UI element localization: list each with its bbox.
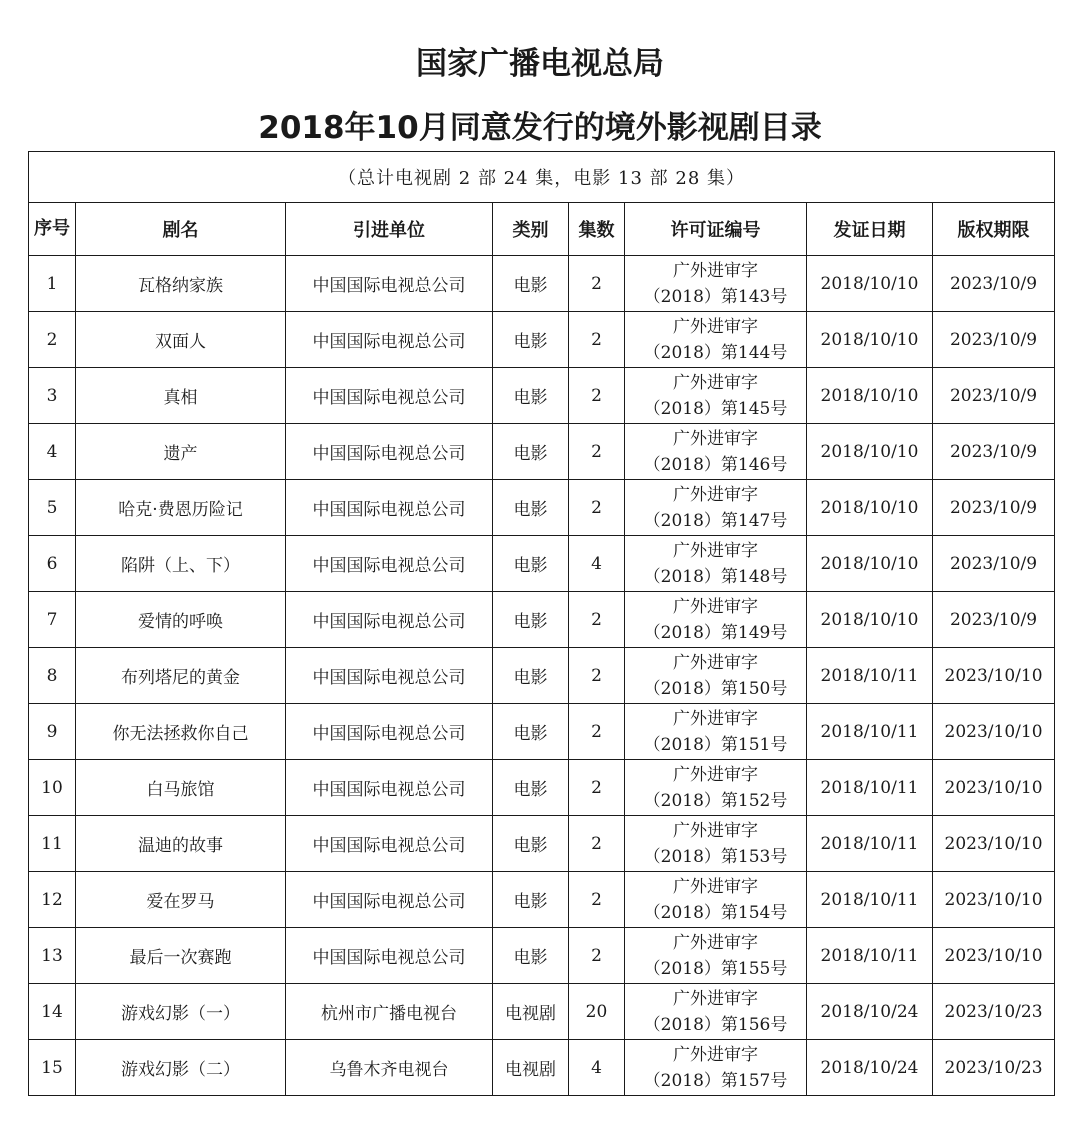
cell-category: 电影: [493, 704, 569, 760]
license-line1: 广外进审字: [673, 372, 758, 393]
cell-seq: 12: [29, 872, 76, 928]
cell-name: 真相: [76, 368, 286, 424]
header-copyright-term: 版权期限: [933, 203, 1055, 256]
table-row: [29, 256, 1055, 312]
cell-seq: 13: [29, 928, 76, 984]
cell-license: [625, 928, 807, 984]
table-row: [29, 312, 1055, 368]
cell-seq: 4: [29, 424, 76, 480]
table-body: [29, 256, 1055, 1096]
table-row: [29, 1040, 1055, 1096]
cell-name: 游戏幻影（二）: [76, 1040, 286, 1096]
cell-copyright-term: 2023/10/10: [933, 872, 1055, 928]
cell-copyright-term: 2023/10/9: [933, 592, 1055, 648]
cell-name: 瓦格纳家族: [76, 256, 286, 312]
table-row: [29, 872, 1055, 928]
table-row: [29, 760, 1055, 816]
license-line2: （2018）第147号: [643, 510, 788, 531]
cell-importer: 中国国际电视总公司: [286, 480, 493, 536]
cell-copyright-term: 2023/10/9: [933, 536, 1055, 592]
cell-category: 电影: [493, 816, 569, 872]
cell-seq: 11: [29, 816, 76, 872]
cell-license: [625, 592, 807, 648]
license-line1: 广外进审字: [673, 540, 758, 561]
cell-episodes: 2: [569, 816, 625, 872]
cell-importer: 中国国际电视总公司: [286, 760, 493, 816]
cell-license: [625, 984, 807, 1040]
cell-category: 电影: [493, 256, 569, 312]
license-line2: （2018）第156号: [643, 1014, 788, 1035]
header-episodes: 集数: [569, 203, 625, 256]
cell-episodes: 2: [569, 480, 625, 536]
license-line2: （2018）第155号: [643, 958, 788, 979]
cell-category: 电影: [493, 760, 569, 816]
cell-copyright-term: 2023/10/10: [933, 760, 1055, 816]
cell-episodes: 2: [569, 704, 625, 760]
cell-category: 电影: [493, 592, 569, 648]
license-line2: （2018）第148号: [643, 566, 788, 587]
cell-name: 你无法拯救你自己: [76, 704, 286, 760]
license-line1: 广外进审字: [673, 596, 758, 617]
cell-issue-date: 2018/10/10: [807, 256, 933, 312]
cell-license: [625, 480, 807, 536]
cell-name: 布列塔尼的黄金: [76, 648, 286, 704]
cell-seq: 1: [29, 256, 76, 312]
license-line1: 广外进审字: [673, 988, 758, 1009]
cell-importer: 中国国际电视总公司: [286, 312, 493, 368]
cell-importer: 中国国际电视总公司: [286, 816, 493, 872]
license-line1: 广外进审字: [673, 876, 758, 897]
table-row: [29, 592, 1055, 648]
cell-issue-date: 2018/10/10: [807, 592, 933, 648]
cell-license: [625, 312, 807, 368]
cell-importer: 中国国际电视总公司: [286, 928, 493, 984]
license-line2: （2018）第150号: [643, 678, 788, 699]
cell-episodes: 4: [569, 1040, 625, 1096]
cell-importer: 中国国际电视总公司: [286, 592, 493, 648]
cell-issue-date: 2018/10/11: [807, 704, 933, 760]
cell-category: 电影: [493, 424, 569, 480]
cell-importer: 乌鲁木齐电视台: [286, 1040, 493, 1096]
cell-importer: 中国国际电视总公司: [286, 256, 493, 312]
summary-row: [29, 152, 1055, 203]
cell-seq: 2: [29, 312, 76, 368]
cell-copyright-term: 2023/10/9: [933, 368, 1055, 424]
table-row: [29, 536, 1055, 592]
cell-seq: 5: [29, 480, 76, 536]
cell-episodes: 2: [569, 592, 625, 648]
license-line2: （2018）第157号: [643, 1070, 788, 1091]
license-line1: 广外进审字: [673, 652, 758, 673]
cell-importer: 中国国际电视总公司: [286, 704, 493, 760]
license-line1: 广外进审字: [673, 932, 758, 953]
table-row: [29, 704, 1055, 760]
cell-license: [625, 704, 807, 760]
cell-issue-date: 2018/10/10: [807, 480, 933, 536]
cell-name: 遗产: [76, 424, 286, 480]
cell-name: 最后一次赛跑: [76, 928, 286, 984]
cell-issue-date: 2018/10/11: [807, 872, 933, 928]
cell-issue-date: 2018/10/10: [807, 368, 933, 424]
cell-issue-date: 2018/10/10: [807, 536, 933, 592]
license-line1: 广外进审字: [673, 428, 758, 449]
cell-episodes: 2: [569, 928, 625, 984]
cell-episodes: 20: [569, 984, 625, 1040]
cell-category: 电视剧: [493, 984, 569, 1040]
cell-episodes: 4: [569, 536, 625, 592]
cell-episodes: 2: [569, 256, 625, 312]
cell-license: [625, 760, 807, 816]
cell-category: 电影: [493, 536, 569, 592]
cell-name: 双面人: [76, 312, 286, 368]
cell-name: 陷阱（上、下）: [76, 536, 286, 592]
license-line2: （2018）第146号: [643, 454, 788, 475]
license-line2: （2018）第149号: [643, 622, 788, 643]
cell-copyright-term: 2023/10/9: [933, 424, 1055, 480]
header-importer: 引进单位: [286, 203, 493, 256]
cell-issue-date: 2018/10/10: [807, 312, 933, 368]
cell-episodes: 2: [569, 760, 625, 816]
cell-copyright-term: 2023/10/10: [933, 816, 1055, 872]
cell-name: 爱在罗马: [76, 872, 286, 928]
cell-category: 电影: [493, 872, 569, 928]
cell-license: [625, 536, 807, 592]
cell-seq: 7: [29, 592, 76, 648]
license-line2: （2018）第144号: [643, 342, 788, 363]
cell-seq: 14: [29, 984, 76, 1040]
license-line2: （2018）第151号: [643, 734, 788, 755]
license-line1: 广外进审字: [673, 260, 758, 281]
cell-seq: 6: [29, 536, 76, 592]
license-line2: （2018）第153号: [643, 846, 788, 867]
cell-seq: 8: [29, 648, 76, 704]
header-seq: 序号: [29, 203, 76, 256]
cell-license: [625, 872, 807, 928]
cell-name: 哈克·费恩历险记: [76, 480, 286, 536]
cell-issue-date: 2018/10/11: [807, 928, 933, 984]
header-license: 许可证编号: [625, 203, 807, 256]
document-title: 国家广播电视总局: [416, 46, 664, 82]
cell-category: 电影: [493, 928, 569, 984]
header-issue-date: 发证日期: [807, 203, 933, 256]
table-row: [29, 480, 1055, 536]
license-line2: （2018）第154号: [643, 902, 788, 923]
table-row: [29, 648, 1055, 704]
cell-category: 电影: [493, 368, 569, 424]
cell-importer: 中国国际电视总公司: [286, 536, 493, 592]
license-line1: 广外进审字: [673, 708, 758, 729]
header-row: [29, 203, 1055, 256]
cell-seq: 3: [29, 368, 76, 424]
table-row: [29, 928, 1055, 984]
cell-copyright-term: 2023/10/9: [933, 480, 1055, 536]
cell-category: 电影: [493, 480, 569, 536]
cell-episodes: 2: [569, 424, 625, 480]
cell-issue-date: 2018/10/11: [807, 816, 933, 872]
cell-license: [625, 816, 807, 872]
document-subtitle: 2018年10月同意发行的境外影视剧目录: [258, 110, 822, 146]
header-name: 剧名: [76, 203, 286, 256]
cell-episodes: 2: [569, 872, 625, 928]
cell-copyright-term: 2023/10/10: [933, 928, 1055, 984]
cell-copyright-term: 2023/10/10: [933, 648, 1055, 704]
cell-copyright-term: 2023/10/9: [933, 256, 1055, 312]
cell-issue-date: 2018/10/11: [807, 760, 933, 816]
cell-copyright-term: 2023/10/23: [933, 984, 1055, 1040]
license-line1: 广外进审字: [673, 316, 758, 337]
table-row: [29, 368, 1055, 424]
table-row: [29, 424, 1055, 480]
license-line2: （2018）第152号: [643, 790, 788, 811]
cell-episodes: 2: [569, 312, 625, 368]
license-line1: 广外进审字: [673, 820, 758, 841]
cell-category: 电视剧: [493, 1040, 569, 1096]
cell-importer: 杭州市广播电视台: [286, 984, 493, 1040]
catalog-table: [28, 151, 1055, 1096]
table-row: [29, 984, 1055, 1040]
cell-name: 游戏幻影（一）: [76, 984, 286, 1040]
license-line1: 广外进审字: [673, 484, 758, 505]
cell-name: 白马旅馆: [76, 760, 286, 816]
cell-copyright-term: 2023/10/23: [933, 1040, 1055, 1096]
license-line1: 广外进审字: [673, 1044, 758, 1065]
cell-license: [625, 424, 807, 480]
cell-importer: 中国国际电视总公司: [286, 368, 493, 424]
header-category: 类别: [493, 203, 569, 256]
cell-importer: 中国国际电视总公司: [286, 872, 493, 928]
cell-category: 电影: [493, 648, 569, 704]
table-row: [29, 816, 1055, 872]
summary-cell: （总计电视剧 2 部 24 集，电影 13 部 28 集）: [29, 152, 1055, 203]
cell-copyright-term: 2023/10/9: [933, 312, 1055, 368]
cell-seq: 10: [29, 760, 76, 816]
license-line2: （2018）第143号: [643, 286, 788, 307]
cell-seq: 9: [29, 704, 76, 760]
license-line1: 广外进审字: [673, 764, 758, 785]
cell-license: [625, 648, 807, 704]
cell-issue-date: 2018/10/11: [807, 648, 933, 704]
cell-importer: 中国国际电视总公司: [286, 648, 493, 704]
cell-name: 温迪的故事: [76, 816, 286, 872]
cell-copyright-term: 2023/10/10: [933, 704, 1055, 760]
cell-episodes: 2: [569, 368, 625, 424]
cell-license: [625, 368, 807, 424]
cell-license: [625, 1040, 807, 1096]
cell-episodes: 2: [569, 648, 625, 704]
cell-seq: 15: [29, 1040, 76, 1096]
cell-issue-date: 2018/10/24: [807, 984, 933, 1040]
cell-importer: 中国国际电视总公司: [286, 424, 493, 480]
cell-issue-date: 2018/10/10: [807, 424, 933, 480]
cell-name: 爱情的呼唤: [76, 592, 286, 648]
license-line2: （2018）第145号: [643, 398, 788, 419]
cell-issue-date: 2018/10/24: [807, 1040, 933, 1096]
cell-license: [625, 256, 807, 312]
cell-category: 电影: [493, 312, 569, 368]
